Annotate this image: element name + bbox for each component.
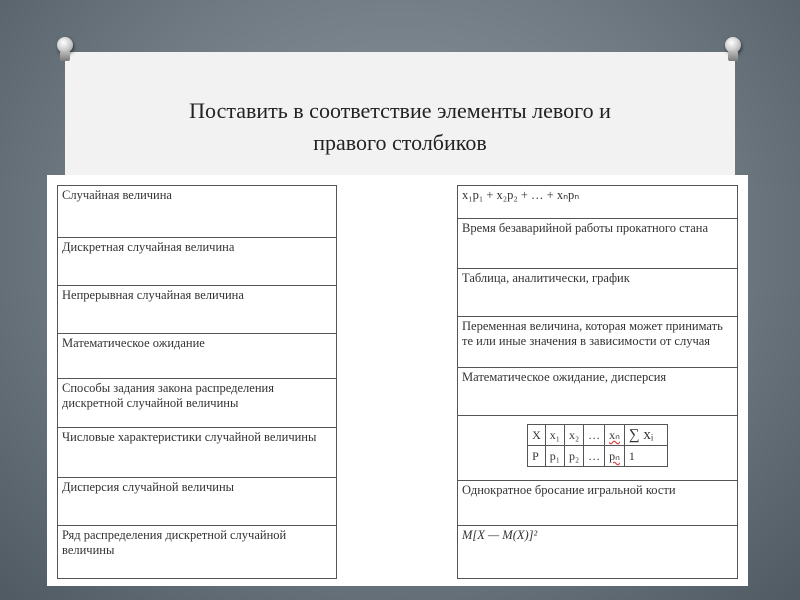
pin-icon: [57, 37, 73, 53]
right-cell: Время безаварийной работы прокатного стана: [458, 219, 738, 269]
right-cell: x₁p₁ + x₂p₂ + … + xₙpₙ: [458, 186, 738, 219]
left-cell: Дискретная случайная величина: [58, 238, 337, 286]
mini-cell: x₁: [545, 425, 564, 446]
left-cell: Дисперсия случайной величины: [58, 478, 337, 526]
left-cell: Способы задания закона распределения дискретной случайной величины: [58, 379, 337, 428]
matching-sheet: [47, 175, 748, 586]
right-cell: Переменная величина, которая может принимать те или иные значения в зависимости от случая: [458, 317, 738, 368]
left-cell: Числовые характеристики случайной величины: [58, 428, 337, 478]
mini-cell: pₙ: [605, 446, 625, 467]
pin-icon: [725, 37, 741, 53]
mini-cell: ∑ xᵢ: [624, 425, 667, 446]
mini-cell: …: [584, 425, 605, 446]
mini-cell: X: [528, 425, 546, 446]
mini-cell: P: [528, 446, 546, 467]
mini-cell: xₙ: [605, 425, 625, 446]
mini-cell: 1: [624, 446, 667, 467]
mini-cell: x₂: [564, 425, 583, 446]
mini-cell: …: [584, 446, 605, 467]
right-cell: Таблица, аналитически, график: [458, 269, 738, 317]
mini-cell: p₂: [564, 446, 583, 467]
right-cell-distribution: [458, 416, 738, 481]
mini-cell: p₁: [545, 446, 564, 467]
right-cell: M[X — M(X)]²: [458, 526, 738, 579]
left-cell: Математическое ожидание: [58, 334, 337, 379]
right-cell: Математическое ожидание, дисперсия: [458, 368, 738, 416]
left-column-table: [57, 185, 337, 579]
left-cell: Случайная величина: [58, 186, 337, 238]
right-cell: Однократное бросание игральной кости: [458, 481, 738, 526]
title-line-1: Поставить в соответствие элементы левого и: [189, 98, 611, 123]
title-line-2: правого столбиков: [313, 130, 487, 155]
left-cell: Непрерывная случайная величина: [58, 286, 337, 334]
distribution-table: [527, 424, 668, 467]
left-cell: Ряд распределения дискретной случайной величины: [58, 526, 337, 579]
right-column-table: [457, 185, 738, 579]
slide-title: [65, 95, 735, 159]
